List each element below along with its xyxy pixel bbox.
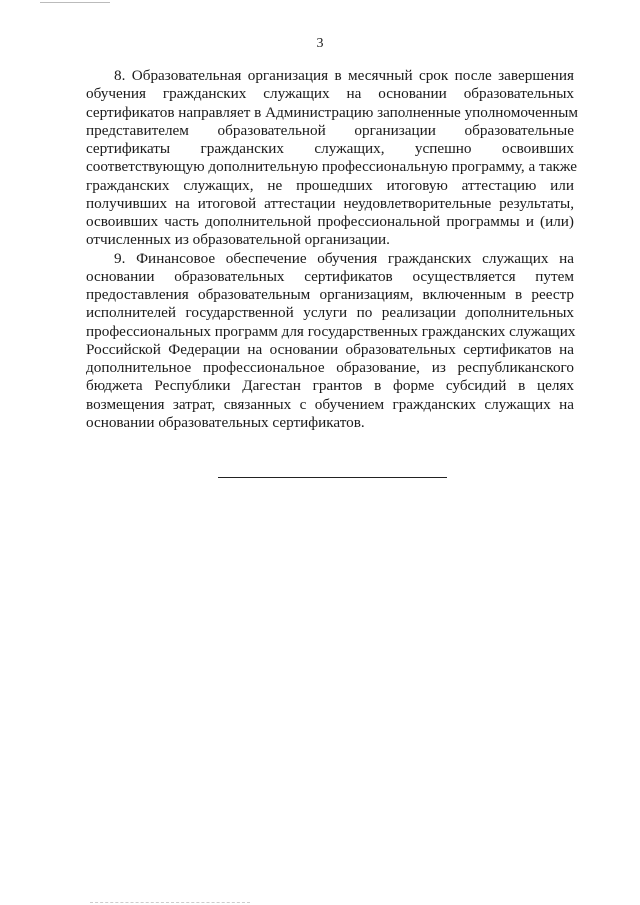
text-line: получивших на итоговой аттестации неудовлетворительные результаты, — [86, 194, 574, 212]
text-line: дополнительное профессиональное образование, из республиканского — [86, 359, 574, 376]
text-line: профессиональных программ для государственных гражданских служащих — [86, 322, 576, 340]
document-body — [86, 67, 578, 432]
text-line: предоставления образовательным организациям, включенным в реестр — [86, 286, 574, 303]
text-line: представителем образовательной организации образовательные — [86, 121, 574, 139]
text-line: исполнителей государственной услуги по реализации дополнительных — [86, 304, 574, 322]
page-number: 3 — [316, 36, 324, 51]
scan-edge-mark — [90, 902, 250, 903]
text-line: соответствующую дополнительную профессиональную программу, а также — [86, 158, 577, 176]
text-line: возмещения затрат, связанных с обучением гражданских служащих на — [86, 395, 574, 413]
end-of-text-separator — [218, 477, 447, 478]
text-line: сертификатов направляет в Администрацию заполненные уполномоченным — [86, 103, 578, 121]
text-line: бюджета Республики Дагестан грантов в форме субсидий в целях — [86, 377, 574, 395]
text-line: Российской Федерации на основании образовательных сертификатов на — [86, 340, 574, 358]
text-line: основании образовательных сертификатов. — [86, 413, 365, 431]
paragraph-8 — [86, 67, 578, 250]
text-line: 9. Финансовое обеспечение обучения гражданских служащих на — [114, 249, 574, 267]
text-line: основании образовательных сертификатов осуществляется путем — [86, 267, 574, 285]
text-line: освоивших часть дополнительной профессиональной программы и (или) — [86, 213, 574, 230]
text-line: гражданских служащих, не прошедших итоговую аттестацию или — [86, 176, 574, 194]
text-line: обучения гражданских служащих на основании образовательных — [86, 85, 574, 103]
text-line: отчисленных из образовательной организации. — [86, 231, 390, 249]
text-line: 8. Образовательная организация в месячный срок после завершения — [114, 67, 574, 84]
paragraph-9 — [86, 250, 574, 433]
scan-edge-mark — [40, 2, 110, 3]
text-line: сертификаты гражданских служащих, успешно освоивших — [86, 140, 574, 157]
